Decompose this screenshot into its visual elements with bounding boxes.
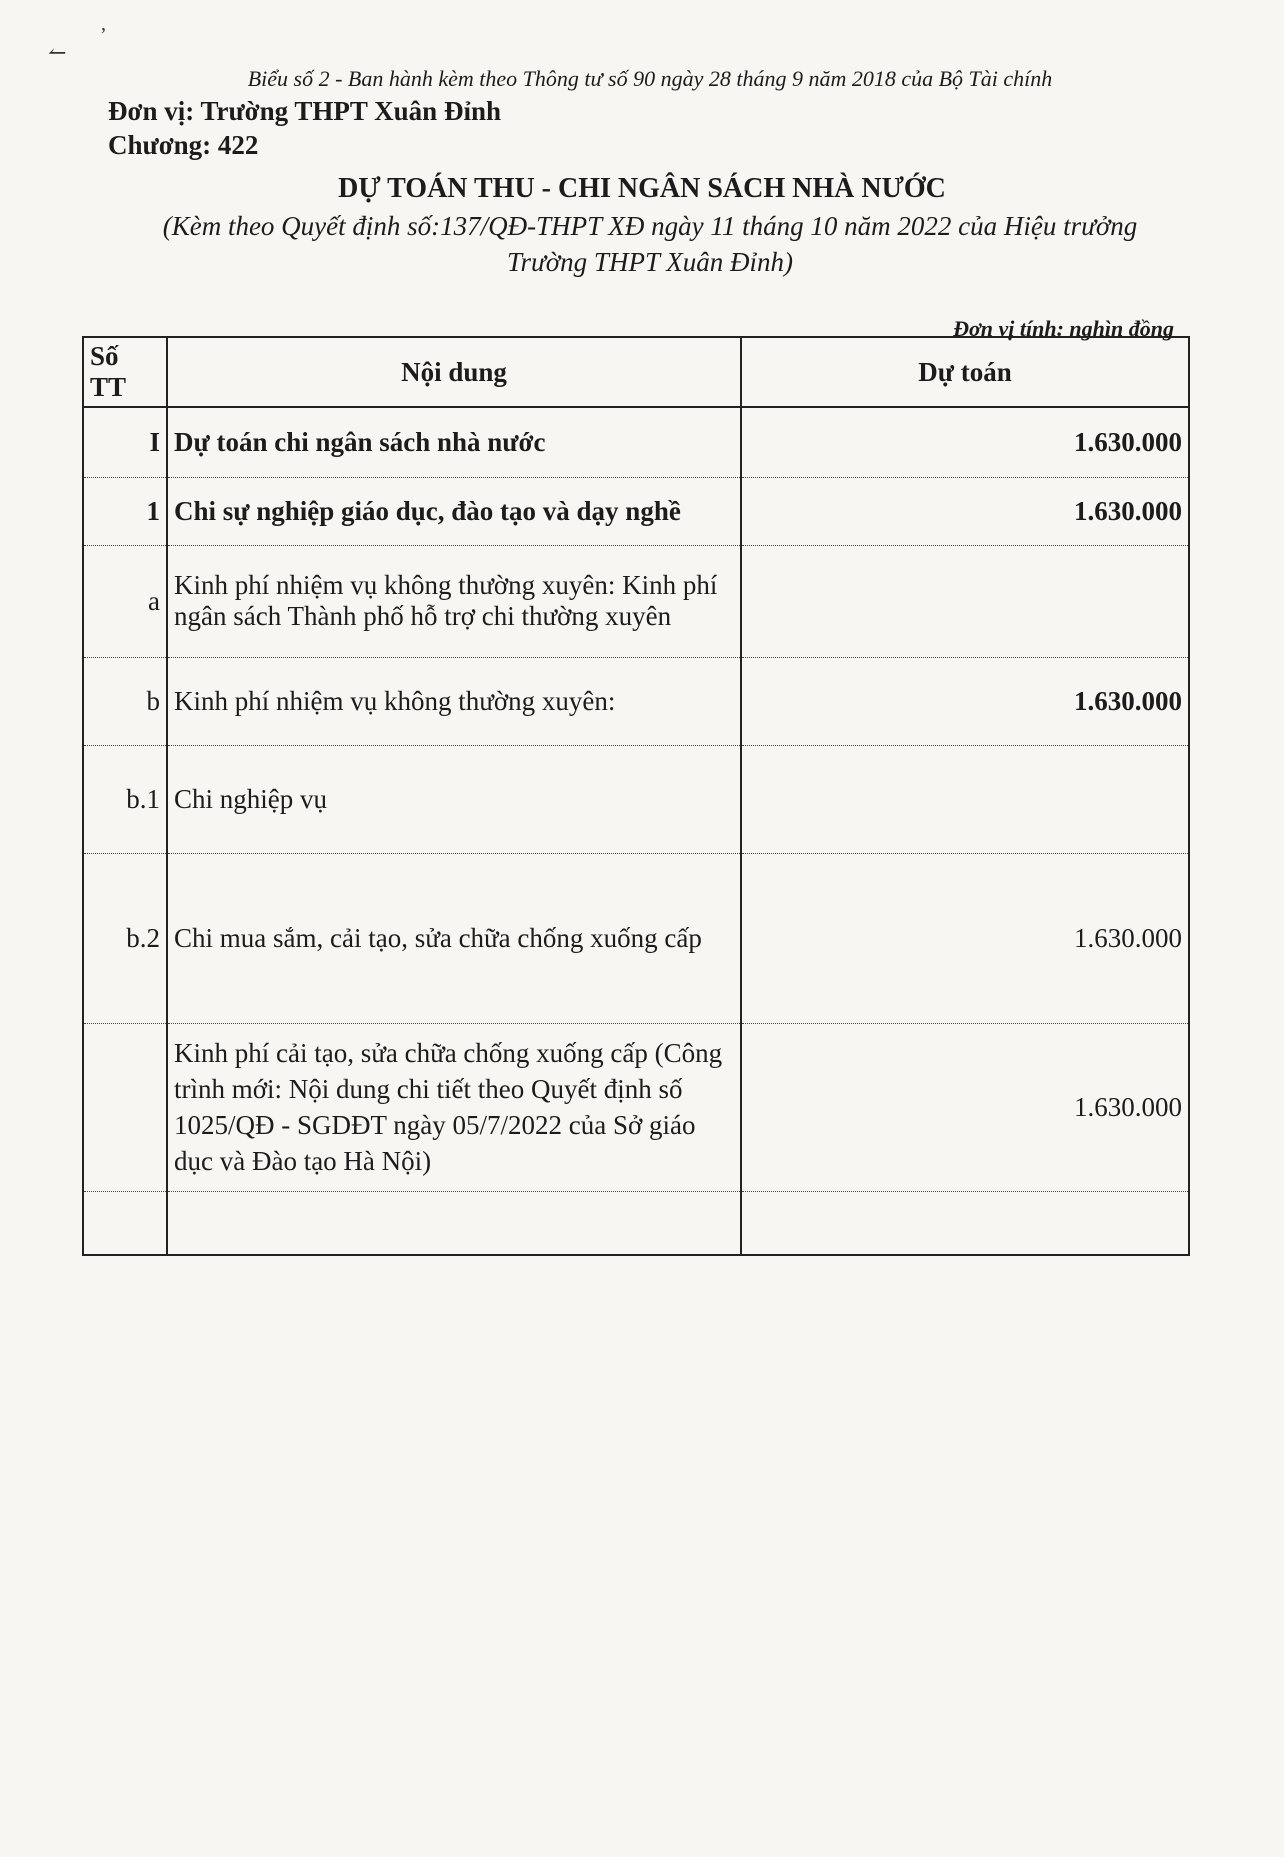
table-row	[83, 657, 1189, 745]
row-stt: b	[83, 657, 167, 745]
row-content: Kinh phí nhiệm vụ không thường xuyên: Kinh phí ngân sách Thành phố hỗ trợ chi thường xuyên	[167, 545, 741, 657]
row-stt	[83, 1023, 167, 1191]
table-row	[83, 477, 1189, 545]
table-row	[83, 745, 1189, 853]
row-stt: b.2	[83, 853, 167, 1023]
row-stt: I	[83, 407, 167, 477]
header-amount: Dự toán	[741, 337, 1189, 407]
document-title: DỰ TOÁN THU - CHI NGÂN SÁCH NHÀ NƯỚC	[338, 173, 946, 204]
unit-name: Đơn vị: Trường THPT Xuân Đỉnh	[108, 96, 501, 126]
header-content: Nội dung	[167, 337, 741, 407]
subtitle-line-2: Trường THPT Xuân Đỉnh)	[507, 247, 793, 277]
row-content: Chi nghiệp vụ	[167, 745, 741, 853]
row-stt: a	[83, 545, 167, 657]
row-amount: 1.630.000	[741, 853, 1189, 1023]
table-row	[83, 407, 1189, 477]
row-stt	[83, 1191, 167, 1255]
table-row	[83, 1023, 1189, 1191]
chapter-code: Chương: 422	[108, 130, 259, 160]
form-reference-note: Biểu số 2 - Ban hành kèm theo Thông tư số 90 ngày 28 tháng 9 năm 2018 của Bộ Tài chính	[247, 66, 1053, 91]
row-amount	[741, 745, 1189, 853]
row-content: Chi mua sắm, cải tạo, sửa chữa chống xuống cấp	[167, 853, 741, 1023]
row-content: Kinh phí nhiệm vụ không thường xuyên:	[167, 657, 741, 745]
row-content: Chi sự nghiệp giáo dục, đào tạo và dạy nghề	[167, 477, 741, 545]
row-amount: 1.630.000	[741, 657, 1189, 745]
handwritten-tick: ’	[100, 24, 107, 46]
row-amount: 1.630.000	[741, 1023, 1189, 1191]
row-stt: b.1	[83, 745, 167, 853]
header-stt: Số TT	[83, 337, 167, 407]
row-amount	[741, 545, 1189, 657]
currency-unit-note: Đơn vị tính: nghìn đồng	[953, 316, 1174, 341]
row-content	[167, 1191, 741, 1255]
document-subtitle	[120, 208, 1180, 280]
row-amount: 1.630.000	[741, 407, 1189, 477]
table-row	[83, 545, 1189, 657]
row-amount	[741, 1191, 1189, 1255]
table-row	[83, 853, 1189, 1023]
row-content: Dự toán chi ngân sách nhà nước	[167, 407, 741, 477]
budget-table	[82, 336, 1190, 1256]
table-row	[83, 1191, 1189, 1255]
handwritten-mark: ↼	[48, 40, 67, 65]
subtitle-line-1: (Kèm theo Quyết định số:137/QĐ-THPT XĐ ngày 11 tháng 10 năm 2022 của Hiệu trưởng	[162, 211, 1138, 241]
table-header-row	[83, 337, 1189, 407]
row-content: Kinh phí cải tạo, sửa chữa chống xuống cấp (Công trình mới: Nội dung chi tiết theo Quyết định số 1025/QĐ - SGDĐT ngày 05/7/2022 của Sở giáo dục và Đào tạo Hà Nội)	[167, 1023, 741, 1191]
row-amount: 1.630.000	[741, 477, 1189, 545]
row-stt: 1	[83, 477, 167, 545]
